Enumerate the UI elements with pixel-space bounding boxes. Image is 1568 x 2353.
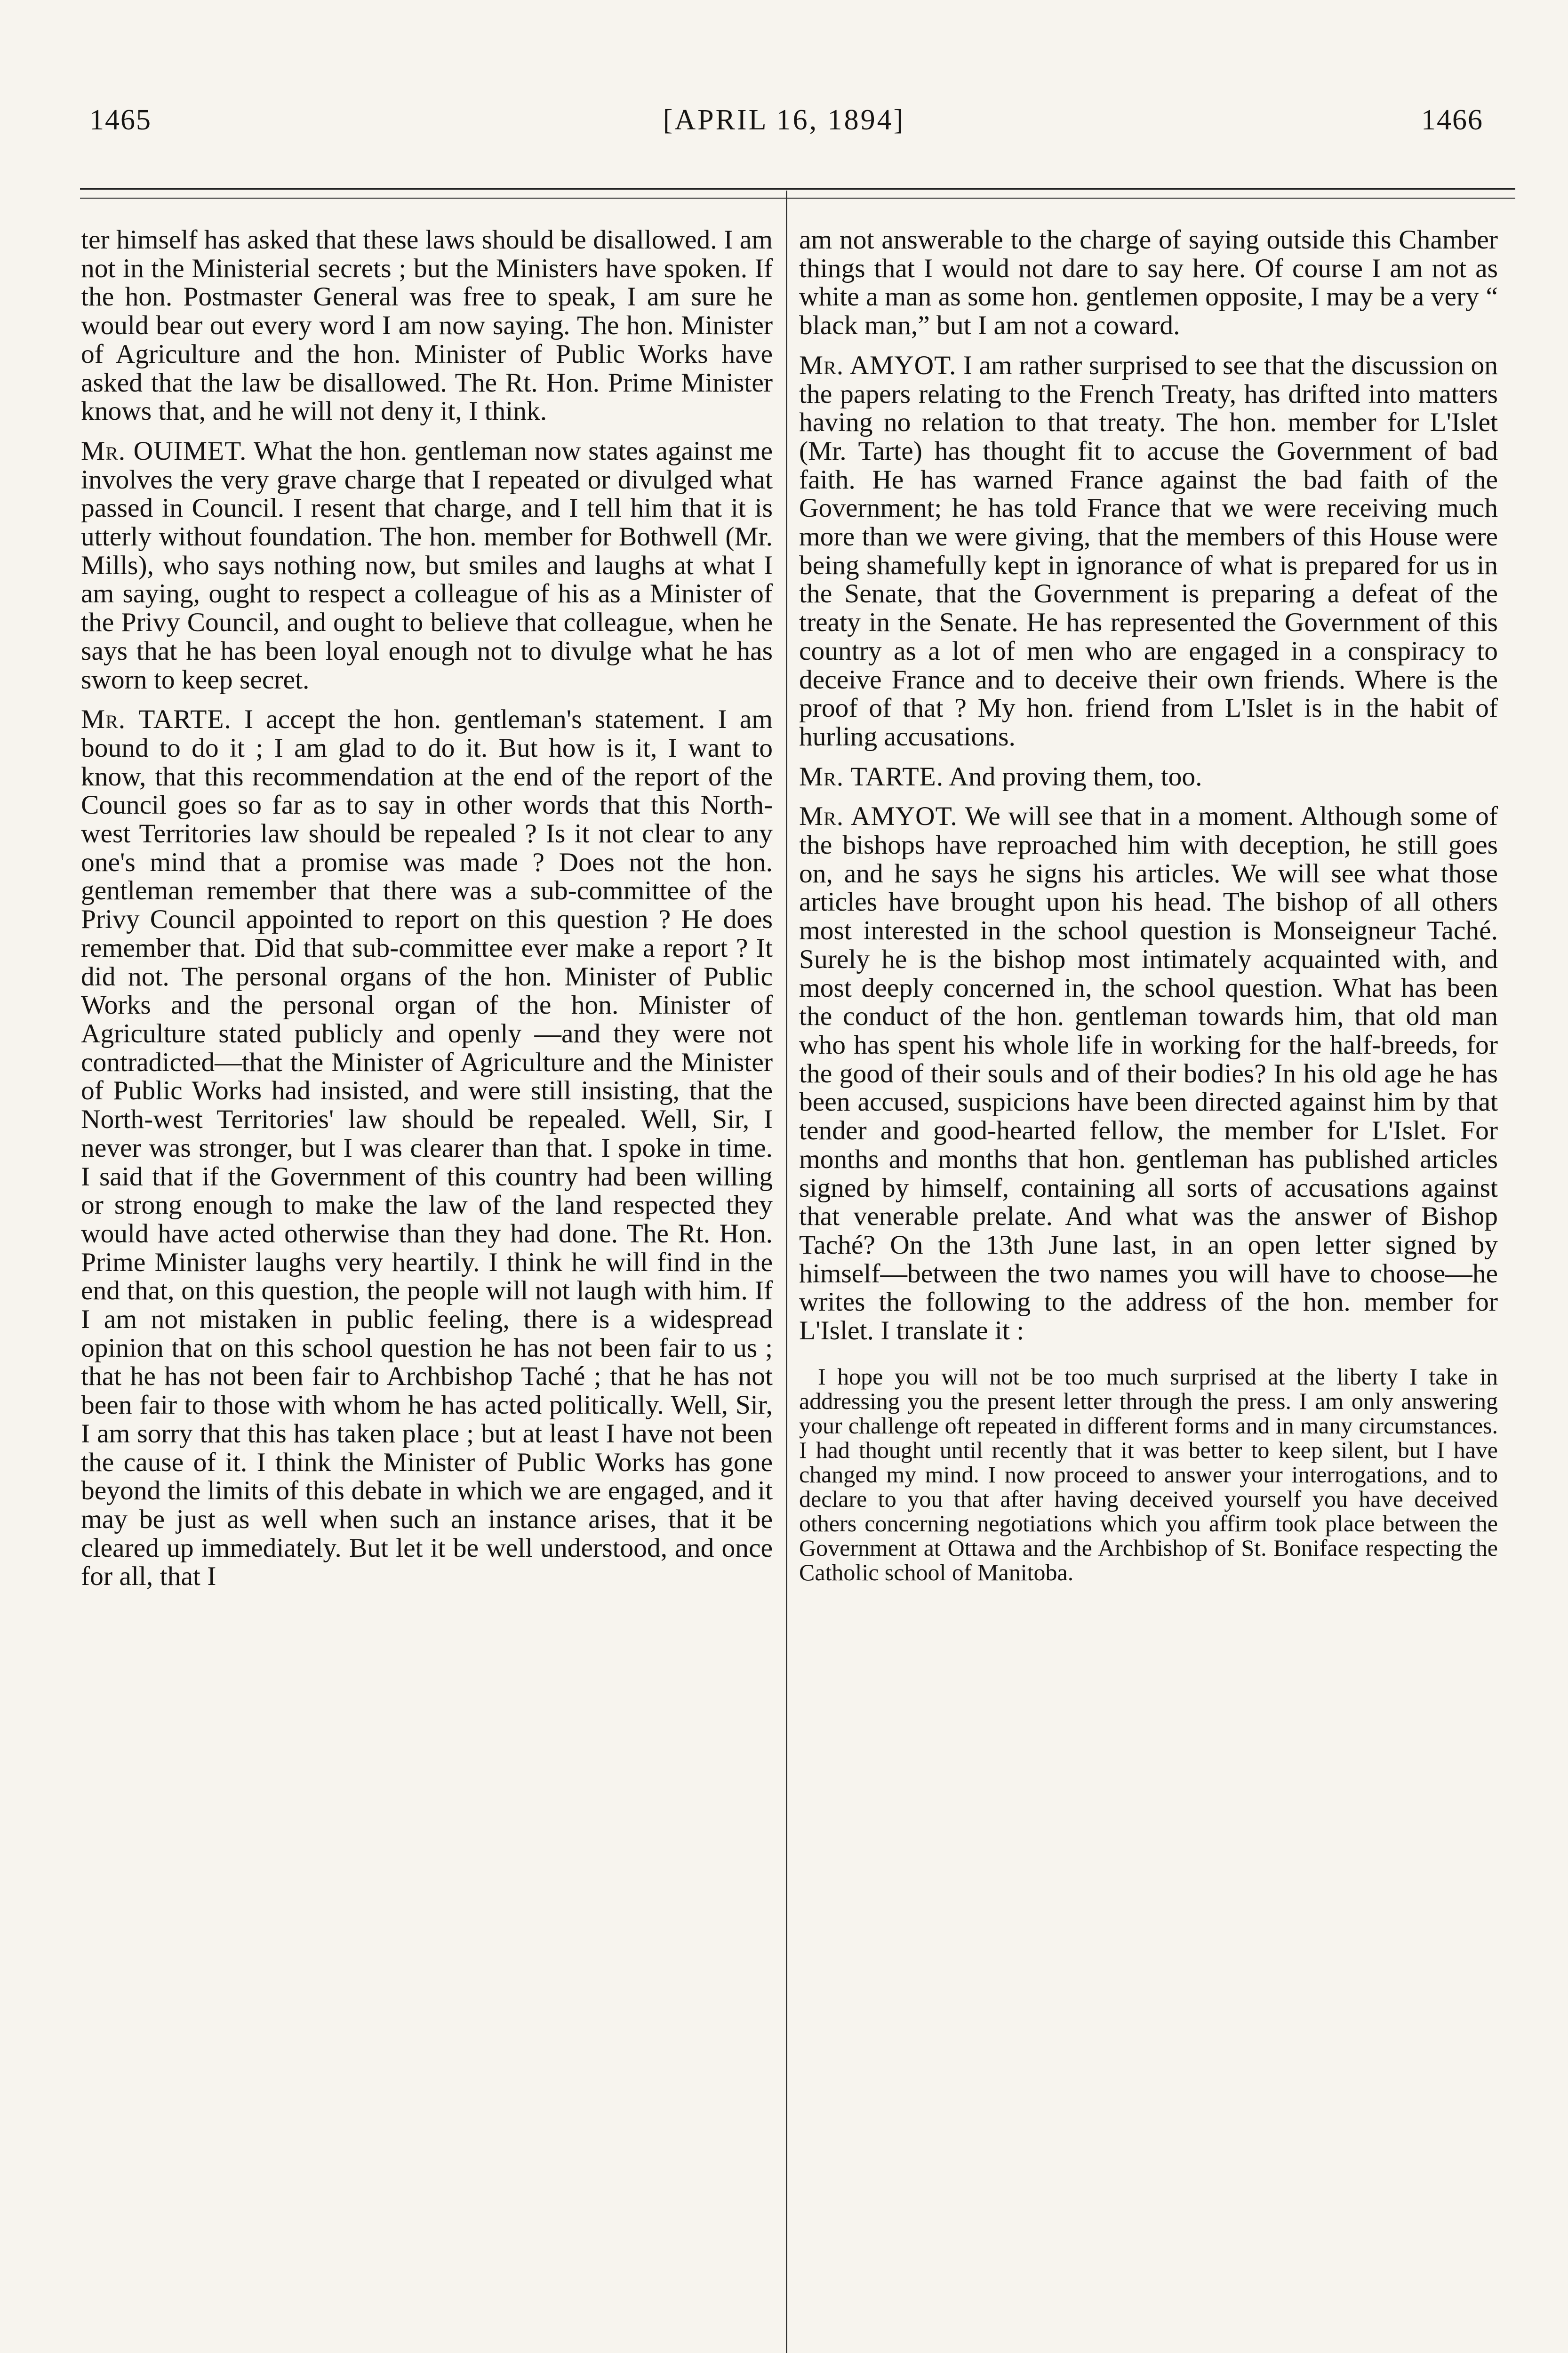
paragraph xyxy=(799,763,1498,792)
speaker-name: Mr. OUIMET. xyxy=(81,436,247,466)
paragraph xyxy=(81,705,773,1591)
paragraph xyxy=(81,437,773,694)
page-number-right: 1466 xyxy=(1421,104,1483,136)
page-number-left: 1465 xyxy=(89,104,152,136)
paragraph-text: ter himself has asked that these laws should be disallowed. I am not in the Ministerial secrets ; but the Ministers have spoken. If the hon. Postmaster General was free to speak, I am sure he would bear out every word I am now saying. The hon. Minister of Agriculture and the hon. Minister of Public Works have asked that the law be disallowed. The Rt. Hon. Prime Minister knows that, and he will not deny it, I think. xyxy=(81,225,773,426)
paragraph-text: I am rather surprised to see that the discussion on the papers relating to the French Treaty, has drifted into matters having no relation to that treaty. The hon. member for L'Islet (Mr. Tarte) has thought fit to accuse the Government of bad faith. He has warned France against the bad faith of the Government; he has told France that we were receiving much more than we were giving, that the members of this House were being shamefully kept in ignorance of what is prepared for us in the Senate, that the Government is preparing a defeat of the treaty in the Senate. He has represented the Government of this country as a lot of men who are engaged in a conspiracy to deceive France and to deceive their own friends. Where is the proof of that ? My hon. friend from L'Islet is in the habit of hurling accusations. xyxy=(799,350,1498,752)
speaker-name: Mr. AMYOT. xyxy=(799,801,958,832)
paragraph-text: What the hon. gentleman now states against me involves the very grave charge that I repeated or divulged what passed in Council. I resent that charge, and I tell him that it is utterly without foundation. The hon. member for Bothwell (Mr. Mills), who says nothing now, but smiles and laughs at what I am saying, ought to respect a colleague of his as a Minister of the Privy Council, and ought to believe that colleague, when he says that he has been loyal enough not to divulge what he has sworn to keep secret. xyxy=(81,436,773,695)
page-date-header: [APRIL 16, 1894] xyxy=(663,104,905,136)
speaker-name: Mr. AMYOT. xyxy=(799,350,957,380)
header-rule-thin xyxy=(80,198,1515,199)
quoted-letter: I hope you will not be too much surprised at the liberty I take in addressing you the present letter through the press. I am only answering your challenge oft repeated in different forms and in many circumstances. I had thought until recently that it was better to keep silent, but I have changed my mind. I now proceed to answer your interrogations, and to declare to you that after having deceived yourself you have deceived others concerning negotiations which you affirm took place between the Government at Ottawa and the Archbishop of St. Boniface respecting the Catholic school of Manitoba. xyxy=(799,1363,1498,1585)
speaker-name: Mr. TARTE. xyxy=(799,761,944,792)
header-rule xyxy=(80,188,1515,190)
paragraph xyxy=(799,802,1498,1345)
right-column xyxy=(799,226,1498,1585)
paragraph xyxy=(799,352,1498,752)
paragraph-text: I accept the hon. gentleman's statement. I am bound to do it ; I am glad to do it. But how is it, I want to know, that this recommendation at the end of the report of the Council goes so far as to say in other words that this North-west Territories law should be repealed ? Is it not clear to any one's mind that a promise was made ? Does not the hon. gentleman remember that there was a sub-committee of the Privy Council appointed to report on this question ? He does remember that. Did that sub-committee ever make a report ? It did not. The personal organs of the hon. Minister of Public Works and the personal organ of the hon. Minister of Agriculture stated publicly and openly —and they were not contradicted—that the Minister of Agriculture and the Minister of Public Works had insisted, and were still insisting, that the North-west Territories' law should be repealed. Well, Sir, I never was stronger, but I was clearer than that. I spoke in time. I said that if the Government of this country had been willing or strong enough to make the law of the land respected they would have acted otherwise than they had done. The Rt. Hon. Prime Minister laughs very heartily. I think he will find in the end that, on this question, the people will not laugh with him. If I am not mistaken in public feeling, there is a widespread opinion that on this school question he has not been fair to us ; that he has not been fair to Archbishop Taché ; that he has not been fair to those with whom he has acted politically. Well, Sir, I am sorry that this has taken place ; but at least I have not been the cause of it. I think the Minister of Public Works has gone beyond the limits of this debate in which we are engaged, and it may be just as well when such an instance arises, that it be cleared up immediately. But let it be well understood, and once for all, that I xyxy=(81,704,773,1592)
left-column xyxy=(81,226,773,1591)
paragraph xyxy=(81,226,773,426)
column-divider xyxy=(786,191,787,2353)
paragraph-text: And proving them, too. xyxy=(949,761,1202,792)
paragraph-text: am not answerable to the charge of saying outside this Chamber things that I would not dare to say here. Of course I am not as white a man as some hon. gentlemen opposite, I may be a very “ black man,” but I am not a coward. xyxy=(799,225,1498,341)
paragraph xyxy=(799,226,1498,340)
paragraph-text: We will see that in a moment. Although some of the bishops have reproached him with deception, he still goes on, and he says he signs his articles. We will see what those articles have brought upon his head. The bishop of all others most interested in the school question is Monseigneur Taché. Surely he is the bishop most intimately acquainted with, and most deeply concerned in, the school question. What has been the conduct of the hon. gentleman towards him, that old man who has spent his whole life in working for the half-breeds, for the good of their souls and of their bodies? In his old age he has been accused, suspicions have been directed against him by that tender and good-hearted fellow, the member for L'Islet. For months and months that hon. gentleman has published articles signed by himself, containing all sorts of accusations against that venerable prelate. And what was the answer of Bishop Taché? On the 13th June last, in an open letter signed by himself—between the two names you will have to choose—he writes the following to the address of the hon. member for L'Islet. I translate it : xyxy=(799,801,1498,1346)
speaker-name: Mr. TARTE. xyxy=(81,704,232,735)
